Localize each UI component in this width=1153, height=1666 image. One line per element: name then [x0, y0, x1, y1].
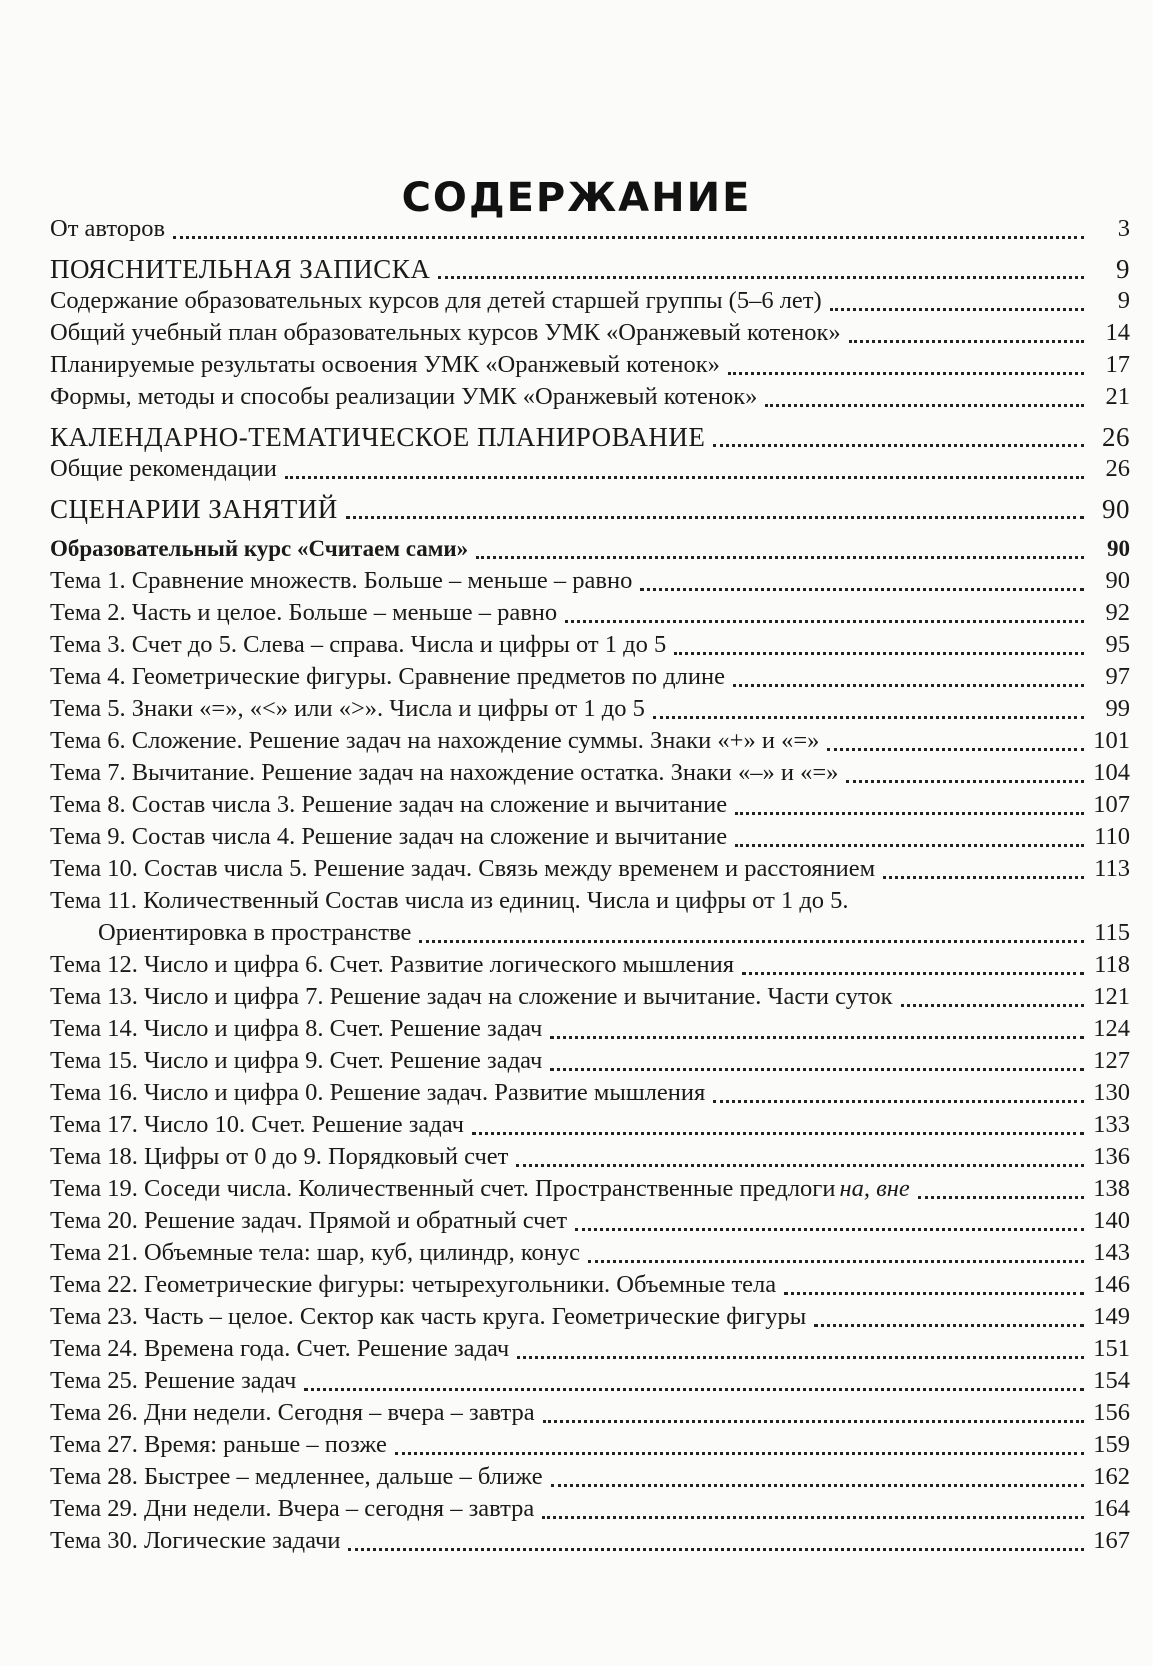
toc-entry-label: Тема 5. Знаки «=», «<» или «>». Числа и цифры от 1 до 5: [50, 695, 645, 722]
toc-entry-label: Тема 6. Сложение. Решение задач на нахождение суммы. Знаки «+» и «=»: [50, 727, 820, 754]
page-title: СОДЕРЖАНИЕ: [401, 174, 752, 221]
toc-entry-label: СЦЕНАРИИ ЗАНЯТИЙ: [50, 494, 338, 524]
toc-entry: [50, 757, 1130, 789]
toc-entry-label: Тема 24. Времена года. Счет. Решение задач: [50, 1335, 510, 1362]
toc-page-number: 9: [1116, 254, 1130, 284]
toc-page-number: 90: [1107, 536, 1130, 561]
dot-leader: [542, 1516, 1084, 1519]
toc-entry: [50, 629, 1130, 661]
dot-leader: [653, 716, 1084, 719]
dot-leader: [713, 444, 1084, 447]
toc-entry: [50, 1365, 1130, 1397]
toc-page-number: 21: [1105, 383, 1130, 410]
toc-page-number: 159: [1093, 1431, 1130, 1458]
toc-page-number: 149: [1093, 1303, 1130, 1330]
toc-entry-label: Общие рекомендации: [50, 455, 277, 482]
dot-leader: [476, 556, 1084, 559]
toc-course-heading: [50, 533, 1130, 565]
toc-page-number: 124: [1093, 1015, 1130, 1042]
toc-entry-label: Тема 14. Число и цифра 8. Счет. Решение задач: [50, 1015, 543, 1042]
toc-entry-label: КАЛЕНДАРНО-ТЕМАТИЧЕСКОЕ ПЛАНИРОВАНИЕ: [50, 422, 706, 452]
toc-entry-label: Тема 29. Дни недели. Вчера – сегодня – завтра: [50, 1495, 535, 1522]
dot-leader: [883, 876, 1084, 879]
dot-leader: [550, 1068, 1084, 1071]
toc-page-number: 95: [1105, 631, 1130, 658]
toc-entry: [50, 853, 1130, 885]
toc-entry-label: Тема 9. Состав числа 4. Решение задач на сложение и вычитание: [50, 823, 728, 850]
toc-entry-label: Тема 20. Решение задач. Прямой и обратный счет: [50, 1207, 568, 1234]
dot-leader: [348, 1548, 1084, 1551]
dot-leader: [674, 652, 1084, 655]
toc-entry: [50, 821, 1130, 853]
toc-entry: [50, 1173, 1130, 1205]
toc-section-heading: [50, 253, 1130, 285]
toc-page-number: 90: [1102, 494, 1130, 524]
toc-entry-label: Ориентировка в пространстве: [98, 919, 412, 946]
dot-leader: [735, 812, 1084, 815]
toc-entry-label: Тема 2. Часть и целое. Больше – меньше – равно: [50, 599, 558, 626]
toc-page-number: 136: [1093, 1143, 1130, 1170]
toc-entry: [50, 661, 1130, 693]
toc-entry-label: Тема 15. Число и цифра 9. Счет. Решение задач: [50, 1047, 543, 1074]
toc-entry: [50, 1269, 1130, 1301]
toc-entry-label: Тема 11. Количественный Состав числа из единиц. Числа и цифры от 1 до 5.: [50, 887, 849, 914]
toc-entry: [50, 1109, 1130, 1141]
toc-page-number: 14: [1105, 319, 1130, 346]
toc-page-number: 92: [1105, 599, 1130, 626]
dot-leader: [918, 1196, 1084, 1199]
toc-entry-label: Тема 30. Логические задачи: [50, 1527, 341, 1554]
dot-leader: [765, 404, 1084, 407]
toc-entry-label: Планируемые результаты освоения УМК «Оранжевый котенок»: [50, 351, 720, 378]
toc-entry-label: Тема 25. Решение задач: [50, 1367, 297, 1394]
toc-entry-label: Тема 10. Состав числа 5. Решение задач. Связь между временем и расстоянием: [50, 855, 876, 882]
toc-entry: [50, 981, 1130, 1013]
toc-entry: [50, 381, 1130, 413]
toc-entry: [50, 789, 1130, 821]
toc-entry-label: Тема 26. Дни недели. Сегодня – вчера – завтра: [50, 1399, 535, 1426]
toc-page-number: 107: [1093, 791, 1130, 818]
toc-page-number: 146: [1093, 1271, 1130, 1298]
toc-entry-label: Общий учебный план образовательных курсов УМК «Оранжевый котенок»: [50, 319, 841, 346]
toc-page-number: 138: [1093, 1175, 1130, 1202]
toc-entry: [50, 453, 1130, 485]
toc-entry: [50, 1141, 1130, 1173]
toc-page-number: 90: [1105, 567, 1130, 594]
toc-page-number: 133: [1093, 1111, 1130, 1138]
toc-entry-label: Тема 12. Число и цифра 6. Счет. Развитие логического мышления: [50, 951, 735, 978]
toc-entry: [50, 1045, 1130, 1077]
toc-entry: [50, 1461, 1130, 1493]
toc-entry-label: Тема 4. Геометрические фигуры. Сравнение предметов по длине: [50, 663, 725, 690]
dot-leader: [395, 1452, 1084, 1455]
toc-entry: [50, 885, 1130, 917]
toc-page-number: 113: [1094, 855, 1130, 882]
toc-page-number: 164: [1093, 1495, 1130, 1522]
toc-entry: [50, 213, 1130, 245]
toc-page-number: 121: [1093, 983, 1130, 1010]
toc-entry-label: Тема 28. Быстрее – медленнее, дальше – ближе: [50, 1463, 543, 1490]
toc-entry-label: Тема 18. Цифры от 0 до 9. Порядковый счет: [50, 1143, 509, 1170]
toc-page-number: 140: [1093, 1207, 1130, 1234]
toc-page-number: 162: [1093, 1463, 1130, 1490]
toc-entry-label: Тема 22. Геометрические фигуры: четырехугольники. Объемные тела: [50, 1271, 777, 1298]
dot-leader: [846, 780, 1084, 783]
dot-leader: [814, 1324, 1084, 1327]
dot-leader: [419, 940, 1084, 943]
toc-page-number: 101: [1093, 727, 1130, 754]
dot-leader: [733, 684, 1084, 687]
toc-entry: [50, 565, 1130, 597]
toc-page-number: 143: [1093, 1239, 1130, 1266]
dot-leader: [565, 620, 1084, 623]
toc-page-number: 104: [1093, 759, 1130, 786]
toc-page-number: 154: [1093, 1367, 1130, 1394]
toc-page-number: 118: [1094, 951, 1130, 978]
toc-page-number: 167: [1093, 1527, 1130, 1554]
toc-entry-label: От авторов: [50, 215, 166, 242]
dot-leader: [551, 1484, 1084, 1487]
toc-entry-label: Тема 1. Сравнение множеств. Больше – меньше – равно: [50, 567, 633, 594]
toc-entry: [50, 1429, 1130, 1461]
dot-leader: [640, 588, 1084, 591]
dot-leader: [285, 476, 1084, 479]
toc-entry: [50, 1493, 1130, 1525]
toc-section-heading: [50, 493, 1130, 525]
dot-leader: [713, 1100, 1084, 1103]
toc-entry-label: Тема 7. Вычитание. Решение задач на нахождение остатка. Знаки «–» и «=»: [50, 759, 839, 786]
toc-page-number: 130: [1093, 1079, 1130, 1106]
dot-leader: [901, 1004, 1084, 1007]
toc-entry: [50, 917, 1130, 949]
dot-leader: [827, 748, 1084, 751]
dot-leader: [784, 1292, 1084, 1295]
dot-leader: [346, 516, 1084, 519]
toc-entry-label: Тема 17. Число 10. Счет. Решение задач: [50, 1111, 464, 1138]
dot-leader: [304, 1388, 1084, 1391]
toc-entry: [50, 1301, 1130, 1333]
toc-entry: [50, 317, 1130, 349]
toc-entry: [50, 693, 1130, 725]
toc-entry: [50, 1237, 1130, 1269]
toc-page-number: 151: [1093, 1335, 1130, 1362]
toc-entry-label: Образовательный курс «Считаем сами»: [50, 536, 469, 561]
toc-entry-label: ПОЯСНИТЕЛЬНАЯ ЗАПИСКА: [50, 254, 431, 284]
toc-entry-label: Тема 3. Счет до 5. Слева – справа. Числа и цифры от 1 до 5: [50, 631, 667, 658]
toc-entry-label: Тема 21. Объемные тела: шар, куб, цилиндр, конус: [50, 1239, 580, 1266]
toc-entry-label: Тема 13. Число и цифра 7. Решение задач на сложение и вычитание. Части суток: [50, 983, 893, 1010]
toc-page-number: 99: [1105, 695, 1130, 722]
toc-page-number: 26: [1102, 422, 1130, 452]
toc-page-number: 9: [1117, 287, 1130, 314]
dot-leader: [517, 1356, 1084, 1359]
toc-entry: [50, 1525, 1130, 1557]
dot-leader: [438, 276, 1084, 279]
toc-entry: [50, 349, 1130, 381]
toc-entry: [50, 1013, 1130, 1045]
toc-page-number: 156: [1093, 1399, 1130, 1426]
toc-page-number: 17: [1105, 351, 1130, 378]
toc-entry-label: Тема 8. Состав числа 3. Решение задач на сложение и вычитание: [50, 791, 728, 818]
toc-entry: [50, 285, 1130, 317]
dot-leader: [728, 372, 1084, 375]
toc-page-number: 3: [1117, 215, 1130, 242]
table-of-contents: [50, 213, 1130, 1557]
dot-leader: [849, 340, 1084, 343]
toc-entry-label: Содержание образовательных курсов для детей старшей группы (5–6 лет): [50, 287, 822, 314]
dot-leader: [516, 1164, 1084, 1167]
dot-leader: [588, 1260, 1084, 1263]
toc-page-number: 110: [1094, 823, 1130, 850]
toc-entry-label: Тема 16. Число и цифра 0. Решение задач. Развитие мышления: [50, 1079, 706, 1106]
dot-leader: [173, 236, 1084, 239]
toc-entry: [50, 1077, 1130, 1109]
dot-leader: [543, 1420, 1084, 1423]
toc-entry-label: Тема 19. Соседи числа. Количественный счет. Пространственные предлоги: [50, 1175, 836, 1202]
toc-entry: [50, 597, 1130, 629]
toc-entry: [50, 949, 1130, 981]
toc-page-number: 97: [1105, 663, 1130, 690]
dot-leader: [735, 844, 1084, 847]
toc-entry: [50, 725, 1130, 757]
dot-leader: [575, 1228, 1084, 1231]
toc-entry-label: Тема 23. Часть – целое. Сектор как часть круга. Геометрические фигуры: [50, 1303, 807, 1330]
dot-leader: [830, 308, 1084, 311]
toc-entry: [50, 1333, 1130, 1365]
toc-page-number: 115: [1094, 919, 1130, 946]
toc-entry: [50, 1397, 1130, 1429]
toc-entry: [50, 1205, 1130, 1237]
toc-entry-label: Тема 27. Время: раньше – позже: [50, 1431, 387, 1458]
toc-entry-label: Формы, методы и способы реализации УМК «Оранжевый котенок»: [50, 383, 758, 410]
toc-page-number: 127: [1093, 1047, 1130, 1074]
dot-leader: [742, 972, 1084, 975]
toc-entry-label-italic: на, вне: [839, 1175, 910, 1202]
toc-page-number: 26: [1105, 455, 1130, 482]
dot-leader: [472, 1132, 1084, 1135]
toc-section-heading: [50, 421, 1130, 453]
dot-leader: [550, 1036, 1084, 1039]
